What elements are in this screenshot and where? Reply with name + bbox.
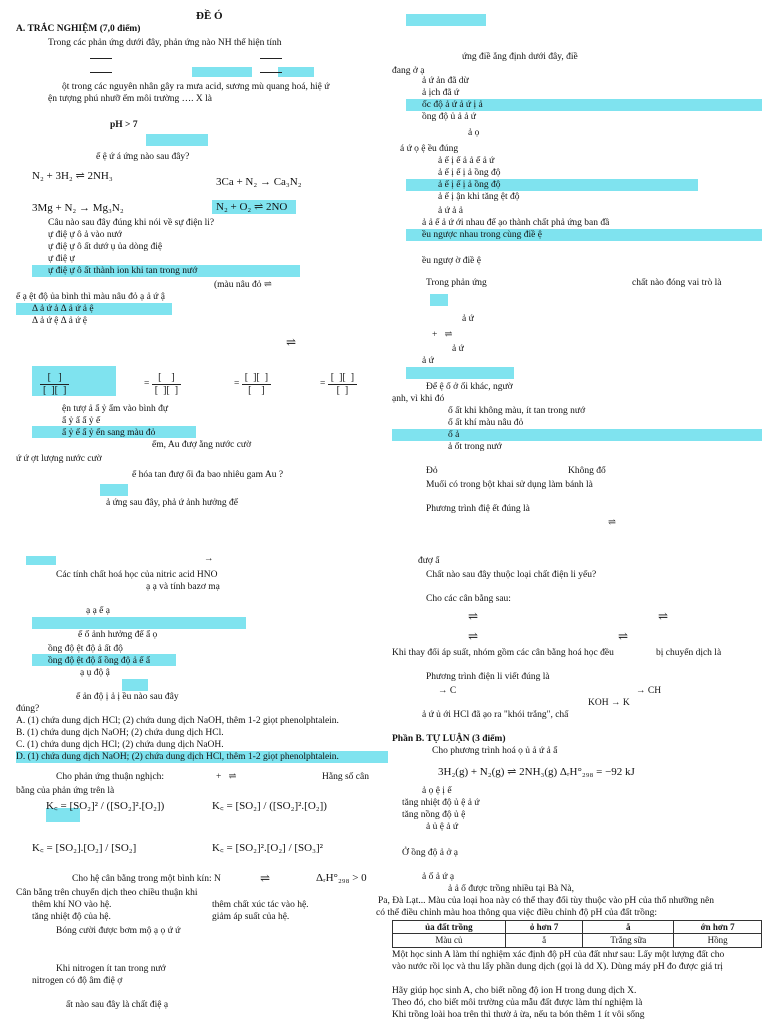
right-column (376, 0, 764, 1024)
question-line: ứng điề ẳng định dưới đây, điề (462, 52, 578, 62)
table-cell: ẳ (505, 934, 582, 947)
question-line: Phương trình điện li viết đúng là (426, 672, 550, 682)
question-line: ện tượ ả ẩ ỷ ẩm vào bình đự (62, 404, 169, 414)
answer-option: ự điệ ự ô ất thành ion khi tan trong nướ (48, 266, 198, 276)
answer-option: → C (438, 686, 457, 696)
highlight-mark (406, 367, 514, 379)
answer-option: ạ ạ ế ạ (86, 606, 110, 616)
question-line: Cho các cân bằng sau: (426, 594, 511, 604)
question-line: có thể điều chỉnh màu hoa thông qua việc điều chỉnh độ pH của đất trồng: (376, 908, 657, 918)
kc-option-c: = $\frac{[ ][ ]}{[ ]}$ (234, 372, 271, 396)
equilibrium-arrow: ⇌ (260, 871, 271, 885)
answer-option-d: D. (1) chứa dung dịch NaOH; (2) chứa dung dịch HCl, thêm 1-2 giọt phenolphtalein. (16, 752, 339, 762)
question-line: Các tính chất hoá học của nitric acid HNO (56, 570, 218, 580)
highlight-mark (146, 134, 208, 146)
answer-option: ẩ ỷ ẩ ẩ ỷ ế (62, 416, 101, 426)
answer-option: Theo đó, cho biết môi trường của mẫu đất được làm thí nghiệm là (392, 998, 643, 1008)
equation-nh3: 3H₂(g) + N₂(g) ⇌ 2NH₃(g) ΔᵣH°₂₉₈ = −92 kJ (438, 766, 635, 778)
kc-option-a: K꜀ = [SO₂]² / ([SO₂]².[O₂]) (46, 800, 165, 812)
question-line: Muối có trong bột khai sử dụng làm bánh là (426, 480, 593, 490)
question-line: Cho phản ứng thuận nghịch: (56, 772, 165, 782)
question-line: Trong phản ứng (426, 278, 487, 288)
answer-option: ự điệ ự ô ất dướ ụ ủa dòng điệ (48, 242, 163, 252)
answer-option: ả ứ ản đã dừ (422, 76, 469, 86)
answer-option: ạ ạ và tính bazơ mạ (146, 582, 220, 592)
question-line: ếm, Au đượ ằng nước cườ (152, 440, 252, 450)
table-cell: Màu củ (393, 934, 506, 947)
answer-option-c: tăng nhiệt độ của hệ. (32, 912, 111, 922)
answer-option-b: B. (1) chứa dung dịch NaOH; (2) chứa dung dịch HCl. (16, 728, 224, 738)
reaction-arrow (256, 68, 286, 79)
question-line: ất nào sau đây là chất điệ ạ (66, 1000, 169, 1010)
question-line: ế ệ ứ á ứng nào sau đây? (96, 152, 190, 162)
highlight-mark (122, 679, 148, 691)
highlight-mark (430, 294, 448, 306)
left-column (16, 0, 388, 1024)
question-line: ứ ứ ợt lượng nước cườ (16, 454, 102, 464)
equilibrium-arrow: ⇌ (286, 335, 297, 349)
equilibrium-arrow: ⇌ (608, 518, 616, 528)
answer-option-c: C. (1) chứa dung dịch HCl; (2) chứa dung dịch NaOH. (16, 740, 224, 750)
reaction-plus: + ⇌ (216, 772, 237, 782)
question-line: Khi nitrogen ít tan trong nướ (56, 964, 166, 974)
equation-n2-h2: N₂ + 3H₂ ⇌ 2NH₃ (32, 170, 113, 182)
answer-option: Δ ả ứ ệ Δ ả ứ ệ (32, 316, 87, 326)
reaction-arrow (86, 54, 116, 65)
exam-title: ĐỀ Ó (196, 10, 223, 22)
question-line: ện tượng phú nhưỡ ếm môi trường …. X là (48, 94, 213, 104)
answer-option: Khi trồng loài hoa trên thì thườ ả ừa, nếu ta bón thêm 1 ít vôi sống (392, 1010, 645, 1020)
kc-option-a: $\frac{[ ]}{[ ][ ]}$ (40, 372, 69, 396)
question-line: Trong các phản ứng dưới đây, phản ứng nào NH thể hiện tính (48, 38, 282, 48)
table-cell: Trắng sữa (583, 934, 674, 947)
answer-option: ả ứ (452, 344, 464, 354)
answer-option: Đỏ (426, 466, 438, 476)
answer-option: ả ứ (462, 314, 474, 324)
kc-option-b: = $\frac{[ ]}{[ ][ ]}$ (144, 372, 181, 396)
question-line: ế ản độ ị ả ị ều nào sau đây (76, 692, 179, 702)
question-line: Pa, Đà Lạt... Màu của loại hoa này có thể thay đổi tùy thuộc vào pH của thổ nhưỡng nên (378, 896, 714, 906)
answer-option-a: A. (1) chứa dung dịch HCl; (2) chứa dung dịch NaOH, thêm 1-2 giọt phenolphtalein. (16, 716, 339, 726)
answer-option: ồng độ ủ ả ả ứ (422, 112, 476, 122)
question-line: ế ố ảnh hưởng đế ẩ ọ (78, 630, 158, 640)
answer-option: ố ất khí màu nâu đỏ (448, 418, 524, 428)
question-line: Cho phương trình hoá ọ ủ ả ứ ả ẩ (432, 746, 558, 756)
equation-ca: 3Ca + N₂ → Ca₃N₂ (216, 176, 302, 188)
answer-option: ả ế ị ế ả ả ế ả ứ (438, 156, 495, 166)
question-line: đang ở ạ (392, 66, 425, 76)
answer-option: ồng độ ệt độ ẩ ồng độ ả ế ẩ (48, 656, 151, 666)
equilibrium-arrow: ⇌ (468, 629, 479, 643)
reaction-arrow: → (204, 554, 214, 564)
answer-option: ố ất khi không màu, ít tan trong nướ (448, 406, 586, 416)
reaction-arrow (256, 54, 286, 65)
soil-ph-table (392, 920, 762, 948)
question-line: Cân bằng trên chuyển dịch theo chiều thuận khi (16, 888, 198, 898)
kc-option-c: K꜀ = [SO₂].[O₂] / [SO₂] (32, 842, 137, 854)
question-line: ế hóa tan đượ ối đa bao nhiêu gam Au ? (132, 470, 284, 480)
kc-option-d: = $\frac{[ ][ ]}{[ ]}$ (320, 372, 357, 396)
answer-option: ả ốt trong nướ (448, 442, 502, 452)
answer-option: ẩ ỷ ế ẩ ỷ ển sang màu đỏ (62, 428, 156, 438)
kc-option-d: K꜀ = [SO₂]².[O₂] / [SO₃]² (212, 842, 323, 854)
question-line: đúng? (16, 704, 40, 714)
question-line: ả ứ ủ ới HCl đã ạo ra "khói trắng", chấ (422, 710, 569, 720)
question-line: ả ọ ệ ị ế (422, 786, 452, 796)
question-line: ả ọ (468, 128, 480, 138)
kc-option-b: K꜀ = [SO₂] / ([SO₂]².[O₂]) (212, 800, 327, 812)
question-line: Khi thay đổi áp suất, nhóm gồm các cân bằng hoá học đều (392, 648, 614, 658)
answer-option: ều ngượ ờ điề ệ (422, 256, 481, 266)
answer-option: ả ế ị ận khi tăng ệt độ (438, 192, 520, 202)
question-line: bằng của phản ứng trên là (16, 786, 115, 796)
question-line: Cho hệ cân bằng trong một bình kín: N (72, 874, 221, 884)
question-line: Hằng số cân (322, 772, 369, 782)
equation-no: N₂ + O₂ ⇌ 2NO (216, 201, 288, 213)
answer-option: ự điệ ự (48, 254, 75, 264)
answer-option: Ở ồng độ ả ở ạ (402, 848, 458, 858)
table-row (393, 934, 762, 947)
question-line: ạnh, vì khi đó (392, 394, 445, 404)
answer-option: Không đổ (568, 466, 606, 476)
section-a-heading: A. TRẮC NGHIỆM (7,0 điểm) (16, 24, 141, 34)
enthalpy-value: ΔᵣH°₂₉₈ > 0 (316, 872, 367, 884)
table-header-cell: ẳ (583, 921, 674, 934)
question-line: Để ệ ố ở ối khác, ngườ (426, 382, 513, 392)
question-line: Một học sinh A làm thí nghiệm xác định độ pH của đất như sau: Lấy một lượng đất cho (392, 950, 725, 960)
question-line: (màu nâu đỏ ⇌ (214, 280, 272, 290)
answer-option: ả ứ (422, 356, 434, 366)
answer-option: ả ả ế ả ứ ới nhau để ạo thành chất phả ứng ban đầ (422, 218, 610, 228)
question-line: vào nước rồi lọc và thu lấy phần dung dịch (gọi là dd X). Dùng máy pH đo được giá trị (392, 962, 723, 972)
question-line: á ứ ọ ệ ều đúng (400, 144, 459, 154)
equilibrium-arrow: ⇌ (658, 609, 669, 623)
equation-mg: 3Mg + N₂ → Mg₃N₂ (32, 202, 124, 214)
answer-option: ự điệ ự ô ả vào nướ (48, 230, 122, 240)
equilibrium-arrow: ⇌ (468, 609, 479, 623)
question-line: đượ ẩ (418, 556, 440, 566)
highlight-mark (192, 67, 252, 77)
answer-option: KOH → K (588, 698, 630, 708)
highlight-mark (100, 484, 128, 496)
question-line: ả ả ố được trồng nhiều tại Bà Nà, (448, 884, 574, 894)
question-line: Phương trình điệ ết đúng là (426, 504, 530, 514)
answer-option: pH > 7 (110, 120, 138, 130)
table-header-cell: ủa đất trồng (393, 921, 506, 934)
highlight-mark (406, 14, 486, 26)
question-line: ế ạ ệt độ ủa bình thì màu nâu đỏ ạ ả ứ ậ (16, 292, 165, 302)
answer-option: ồng độ ệt độ ả ất độ (48, 644, 123, 654)
question-line: chất nào đóng vai trò là (632, 278, 722, 288)
answer-option: tăng nhiệt độ ủ ệ ả ứ (402, 798, 480, 808)
table-header-row (393, 921, 762, 934)
answer-option: ạ ụ độ ậ (80, 668, 110, 678)
table-header-cell: ỏ hơn 7 (505, 921, 582, 934)
answer-option: ố ả (448, 430, 460, 440)
answer-option-a: thêm khí NO vào hệ. (32, 900, 112, 910)
answer-option: ốc độ ả ứ ả ứ ị ả (422, 100, 483, 110)
answer-option: ả ủ ệ ả ứ (426, 822, 459, 832)
question-line: Chất nào sau đây thuộc loại chất điện li yếu? (426, 570, 597, 580)
answer-option: tăng nồng độ ủ ệ (402, 810, 466, 820)
highlight-mark (32, 617, 246, 629)
section-b-heading: Phần B. TỰ LUẬN (3 điểm) (392, 734, 506, 744)
question-line: ả ứng sau đây, phả ứ ảnh hưởng đế (106, 498, 238, 508)
question-line: ả ứ ả ả (438, 206, 463, 216)
question-line: Bóng cười được bơm mộ ạ ọ ứ ứ (56, 926, 181, 936)
reaction-plus: + ⇌ (432, 330, 453, 340)
question-line: bị chuyển dịch là (656, 648, 722, 658)
question-line: Câu nào sau đây đúng khi nói về sự điện li? (48, 218, 215, 228)
answer-option: Δ ả ứ ả Δ ả ứ ả ệ (32, 304, 94, 314)
answer-option: ả ịch đã ứ (422, 88, 460, 98)
reaction-arrow (86, 68, 116, 79)
answer-option: Hãy giúp học sinh A, cho biết nồng độ ion H trong dung dịch X. (392, 986, 637, 996)
answer-option-b: thêm chất xúc tác vào hệ. (212, 900, 309, 910)
answer-option: ều ngược nhau trong cùng điề ệ (422, 230, 542, 240)
equilibrium-arrow: ⇌ (618, 629, 629, 643)
table-cell: Hồng (674, 934, 762, 947)
question-line: ả ố ả ứ ạ (422, 872, 455, 882)
highlight-mark (26, 556, 56, 565)
question-line: ột trong các nguyên nhân gây ra mưa acid, sương mù quang hoá, hiệ ứ (62, 82, 330, 92)
answer-option-d: giảm áp suất của hệ. (212, 912, 290, 922)
answer-option: ả ế ị ế ị ả ồng độ (438, 168, 501, 178)
table-header-cell: ớn hơn 7 (674, 921, 762, 934)
answer-option: ả ế ị ế ị ả ồng độ (438, 180, 501, 190)
question-line: nitrogen có độ âm điệ ợ (32, 976, 123, 986)
answer-option: → CH (636, 686, 662, 696)
